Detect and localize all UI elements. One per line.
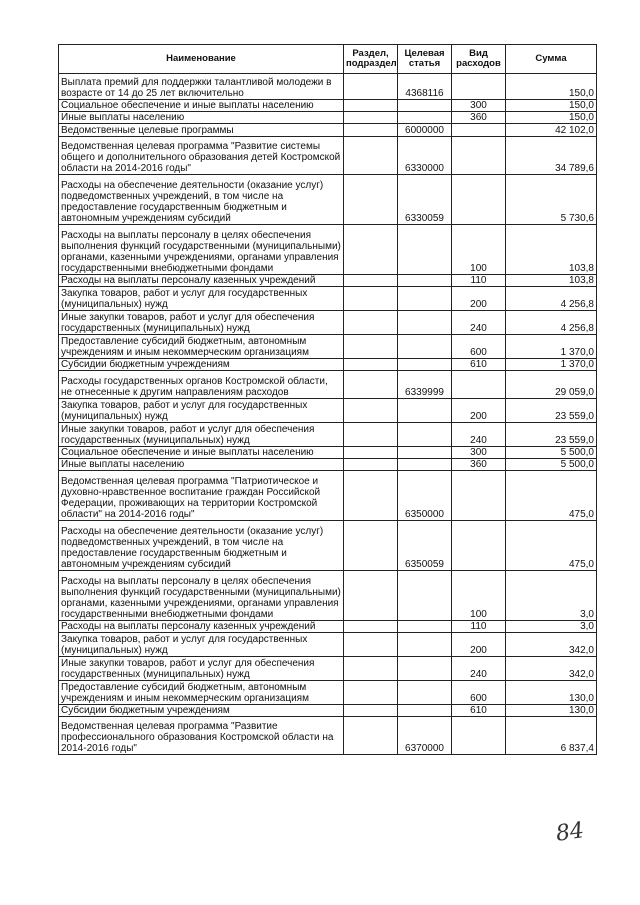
row-statya <box>398 287 452 311</box>
row-statya <box>398 335 452 359</box>
header-name: Наименование <box>59 45 344 74</box>
row-name: Иные выплаты населению <box>59 112 344 124</box>
row-razdel <box>344 399 398 423</box>
table-row <box>59 681 597 705</box>
row-name: Иные закупки товаров, работ и услуг для обеспечения государственных (муниципальных) нужд <box>59 657 344 681</box>
row-vid: 110 <box>452 621 506 633</box>
row-name: Закупка товаров, работ и услуг для государственных (муниципальных) нужд <box>59 633 344 657</box>
row-statya <box>398 571 452 621</box>
row-razdel <box>344 287 398 311</box>
header-razdel: Раздел, подраздел <box>344 45 398 74</box>
row-razdel <box>344 124 398 137</box>
row-summa: 5 730,6 <box>506 175 597 225</box>
row-summa: 475,0 <box>506 521 597 571</box>
row-razdel <box>344 571 398 621</box>
row-vid: 610 <box>452 705 506 717</box>
row-vid <box>452 124 506 137</box>
row-vid: 240 <box>452 423 506 447</box>
row-vid <box>452 521 506 571</box>
row-vid <box>452 717 506 755</box>
row-summa: 1 370,0 <box>506 335 597 359</box>
row-razdel <box>344 521 398 571</box>
row-vid <box>452 371 506 399</box>
row-name: Ведомственная целевая программа "Развитие профессионального образования Костромской области на 2014-2016 годы" <box>59 717 344 755</box>
row-summa: 29 059,0 <box>506 371 597 399</box>
row-name: Субсидии бюджетным учреждениям <box>59 359 344 371</box>
row-statya <box>398 399 452 423</box>
row-razdel <box>344 371 398 399</box>
table-row <box>59 633 597 657</box>
table-row <box>59 423 597 447</box>
table-row <box>59 287 597 311</box>
row-vid: 610 <box>452 359 506 371</box>
row-razdel <box>344 717 398 755</box>
row-vid: 200 <box>452 287 506 311</box>
row-name: Социальное обеспечение и иные выплаты населению <box>59 447 344 459</box>
table-row <box>59 717 597 755</box>
row-vid <box>452 175 506 225</box>
row-razdel <box>344 447 398 459</box>
row-razdel <box>344 633 398 657</box>
row-statya <box>398 100 452 112</box>
table-row <box>59 359 597 371</box>
table-header-row <box>59 45 597 74</box>
row-statya <box>398 311 452 335</box>
row-statya <box>398 275 452 287</box>
row-razdel <box>344 275 398 287</box>
row-statya <box>398 423 452 447</box>
row-name: Закупка товаров, работ и услуг для государственных (муниципальных) нужд <box>59 287 344 311</box>
row-vid: 200 <box>452 633 506 657</box>
row-summa: 4 256,8 <box>506 287 597 311</box>
row-vid: 240 <box>452 311 506 335</box>
row-statya <box>398 225 452 275</box>
row-razdel <box>344 657 398 681</box>
table-row <box>59 74 597 100</box>
row-vid: 300 <box>452 447 506 459</box>
header-summa: Сумма <box>506 45 597 74</box>
row-statya: 6000000 <box>398 124 452 137</box>
row-razdel <box>344 459 398 471</box>
row-statya: 6330000 <box>398 137 452 175</box>
row-razdel <box>344 225 398 275</box>
row-vid <box>452 137 506 175</box>
row-summa: 5 500,0 <box>506 447 597 459</box>
row-summa: 23 559,0 <box>506 399 597 423</box>
row-name: Ведомственная целевая программа "Развитие системы общего и дополнительного образования детей Костромской области на 2014-2016 годы" <box>59 137 344 175</box>
table-row <box>59 335 597 359</box>
table-row <box>59 371 597 399</box>
row-summa: 6 837,4 <box>506 717 597 755</box>
row-vid <box>452 471 506 521</box>
header-statya: Целевая статья <box>398 45 452 74</box>
row-name: Расходы на обеспечение деятельности (оказание услуг) подведомственных учреждений, в том числе на предоставление государственным бюджетным и автономным учреждениям субсидий <box>59 175 344 225</box>
row-name: Расходы на выплаты персоналу в целях обеспечения выполнения функций государственными (муниципальными) органами, казенными учреждениями, органами управления государственными внебюджетными фондами <box>59 225 344 275</box>
row-razdel <box>344 705 398 717</box>
table-row <box>59 571 597 621</box>
row-vid: 600 <box>452 335 506 359</box>
table-row <box>59 225 597 275</box>
row-summa: 475,0 <box>506 471 597 521</box>
row-vid: 110 <box>452 275 506 287</box>
row-summa: 130,0 <box>506 681 597 705</box>
row-name: Расходы на выплаты персоналу казенных учреждений <box>59 275 344 287</box>
row-statya: 6350059 <box>398 521 452 571</box>
row-razdel <box>344 621 398 633</box>
row-vid <box>452 74 506 100</box>
row-statya <box>398 621 452 633</box>
row-name: Закупка товаров, работ и услуг для государственных (муниципальных) нужд <box>59 399 344 423</box>
table-row <box>59 311 597 335</box>
row-statya: 6330059 <box>398 175 452 225</box>
row-name: Ведомственная целевая программа "Патриотическое и духовно-нравственное воспитание граждан Российской Федерации, проживающих на территории Костромской области" на 2014-2016 годы" <box>59 471 344 521</box>
row-name: Расходы на выплаты персоналу казенных учреждений <box>59 621 344 633</box>
row-statya: 6339999 <box>398 371 452 399</box>
row-vid: 200 <box>452 399 506 423</box>
row-vid: 600 <box>452 681 506 705</box>
row-summa: 150,0 <box>506 112 597 124</box>
row-name: Ведомственные целевые программы <box>59 124 344 137</box>
row-summa: 150,0 <box>506 74 597 100</box>
row-vid: 360 <box>452 112 506 124</box>
row-razdel <box>344 471 398 521</box>
row-name: Расходы государственных органов Костромской области, не отнесенные к другим направлениям расходов <box>59 371 344 399</box>
table-row <box>59 100 597 112</box>
row-summa: 150,0 <box>506 100 597 112</box>
row-statya <box>398 459 452 471</box>
row-razdel <box>344 423 398 447</box>
row-statya <box>398 359 452 371</box>
row-name: Иные закупки товаров, работ и услуг для обеспечения государственных (муниципальных) нужд <box>59 423 344 447</box>
row-summa: 42 102,0 <box>506 124 597 137</box>
row-statya <box>398 657 452 681</box>
table-row <box>59 447 597 459</box>
row-summa: 342,0 <box>506 657 597 681</box>
row-statya <box>398 633 452 657</box>
row-razdel <box>344 311 398 335</box>
row-vid: 100 <box>452 571 506 621</box>
row-summa: 130,0 <box>506 705 597 717</box>
table-row <box>59 621 597 633</box>
row-summa: 23 559,0 <box>506 423 597 447</box>
row-name: Иные закупки товаров, работ и услуг для обеспечения государственных (муниципальных) нужд <box>59 311 344 335</box>
table-row <box>59 705 597 717</box>
table-row <box>59 175 597 225</box>
row-summa: 34 789,6 <box>506 137 597 175</box>
row-statya <box>398 447 452 459</box>
row-statya: 6370000 <box>398 717 452 755</box>
row-name: Социальное обеспечение и иные выплаты населению <box>59 100 344 112</box>
table-row <box>59 275 597 287</box>
row-statya: 4368116 <box>398 74 452 100</box>
row-razdel <box>344 359 398 371</box>
row-summa: 4 256,8 <box>506 311 597 335</box>
row-summa: 3,0 <box>506 571 597 621</box>
row-name: Выплата премий для поддержки талантливой молодежи в возрасте от 14 до 25 лет включительно <box>59 74 344 100</box>
row-name: Иные выплаты населению <box>59 459 344 471</box>
row-razdel <box>344 112 398 124</box>
row-statya <box>398 681 452 705</box>
table-row <box>59 137 597 175</box>
row-name: Расходы на обеспечение деятельности (оказание услуг) подведомственных учреждений, в том числе на предоставление государственным бюджетным и автономным учреждениям субсидий <box>59 521 344 571</box>
row-name: Субсидии бюджетным учреждениям <box>59 705 344 717</box>
row-name: Предоставление субсидий бюджетным, автономным учреждениям и иным некоммерческим организациям <box>59 681 344 705</box>
row-statya <box>398 705 452 717</box>
table-row <box>59 471 597 521</box>
row-vid: 240 <box>452 657 506 681</box>
row-summa: 3,0 <box>506 621 597 633</box>
table-body <box>59 74 597 755</box>
row-statya <box>398 112 452 124</box>
row-name: Предоставление субсидий бюджетным, автономным учреждениям и иным некоммерческим организациям <box>59 335 344 359</box>
row-statya: 6350000 <box>398 471 452 521</box>
table-row <box>59 521 597 571</box>
row-vid: 300 <box>452 100 506 112</box>
table-row <box>59 124 597 137</box>
row-vid: 100 <box>452 225 506 275</box>
row-summa: 5 500,0 <box>506 459 597 471</box>
row-vid: 360 <box>452 459 506 471</box>
row-razdel <box>344 335 398 359</box>
row-name: Расходы на выплаты персоналу в целях обеспечения выполнения функций государственными (муниципальными) органами, казенными учреждениями, органами управления государственными внебюджетными фондами <box>59 571 344 621</box>
table-row <box>59 399 597 423</box>
row-razdel <box>344 175 398 225</box>
row-summa: 103,8 <box>506 225 597 275</box>
row-razdel <box>344 74 398 100</box>
table-row <box>59 112 597 124</box>
row-razdel <box>344 137 398 175</box>
table-row <box>59 459 597 471</box>
budget-table <box>58 44 597 755</box>
row-razdel <box>344 681 398 705</box>
handwritten-page-number: 84 <box>554 818 586 847</box>
row-summa: 1 370,0 <box>506 359 597 371</box>
table-row <box>59 657 597 681</box>
row-razdel <box>344 100 398 112</box>
row-summa: 342,0 <box>506 633 597 657</box>
row-summa: 103,8 <box>506 275 597 287</box>
header-vid: Вид расходов <box>452 45 506 74</box>
